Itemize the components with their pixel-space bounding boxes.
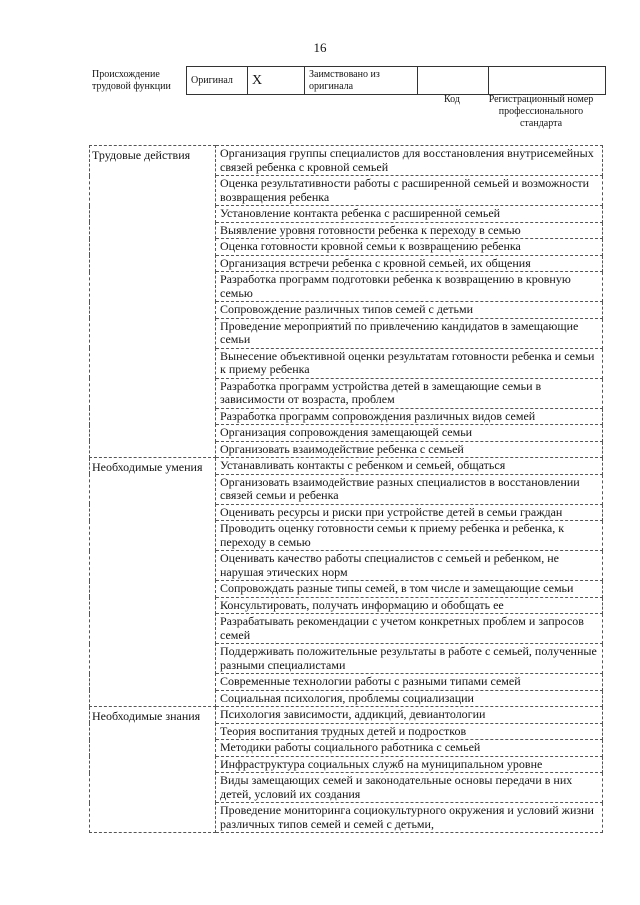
list-item: Разработка программ устройства детей в замещающие семьи в зависимости от возраста, проблем — [216, 378, 603, 408]
section-label: Трудовые действия — [90, 146, 216, 458]
borrowed-label: Заимствовано из оригинала — [305, 67, 418, 95]
labor-function-table — [89, 145, 603, 833]
list-item: Инфраструктура социальных служб на муниципальном уровне — [216, 756, 603, 773]
list-item: Сопровождать разные типы семей, в том числе и замещающие семьи — [216, 581, 603, 598]
list-item: Устанавливать контакты с ребенком и семьей, общаться — [216, 458, 603, 475]
section-label: Необходимые знания — [90, 707, 216, 833]
page-number: 16 — [313, 40, 327, 55]
table-row — [90, 707, 603, 724]
registration-label: Регистрационный номер профессионального стандарта — [488, 94, 594, 129]
list-item: Проводить оценку готовности семьи к приему ребенка и ребенка, к переходу в семью — [216, 521, 603, 551]
list-item: Вынесение объективной оценки результатам готовности ребенка и семьи к приему ребенка — [216, 348, 603, 378]
list-item: Поддерживать положительные результаты в работе с семьей, полученные разными специалистами — [216, 644, 603, 674]
list-item: Оценка результативности работы с расширенной семьей и возможности возвращения ребенка — [216, 176, 603, 206]
list-item: Установление контакта ребенка с расширенной семьей — [216, 206, 603, 223]
original-mark: X — [248, 67, 305, 95]
list-item: Теория воспитания трудных детей и подростков — [216, 723, 603, 740]
table-row — [90, 146, 603, 176]
list-item: Организация встречи ребенка с кровной семьей, их общения — [216, 255, 603, 272]
list-item: Методики работы социального работника с семьей — [216, 740, 603, 757]
table-row — [90, 458, 603, 475]
list-item: Проведение мониторинга социокультурного окружения и условий жизни различных типов семей и семей с детьми, — [216, 803, 603, 833]
list-item: Организовать взаимодействие разных специалистов в восстановлении связей семьи и ребенка — [216, 474, 603, 504]
list-item: Консультировать, получать информацию и обобщать ее — [216, 597, 603, 614]
list-item: Социальная психология, проблемы социализации — [216, 690, 603, 707]
list-item: Разрабатывать рекомендации с учетом конкретных проблем и запросов семей — [216, 614, 603, 644]
list-item: Современные технологии работы с разными типами семей — [216, 674, 603, 691]
list-item: Организация группы специалистов для восстановления внутрисемейных связей ребенка с кровной семьей — [216, 146, 603, 176]
list-item: Оценка готовности кровной семьи к возвращению ребенка — [216, 239, 603, 256]
function-origin-table — [90, 66, 606, 95]
list-item: Организовать взаимодействие ребенка с семьей — [216, 441, 603, 458]
list-item: Разработка программ подготовки ребенка к возвращению в кровную семью — [216, 272, 603, 302]
list-item: Психология зависимости, аддикций, девиантологии — [216, 707, 603, 724]
list-item: Выявление уровня готовности ребенка к переходу в семью — [216, 222, 603, 239]
origin-label: Происхождение трудовой функции — [92, 68, 171, 92]
section-label: Необходимые умения — [90, 458, 216, 707]
list-item: Виды замещающих семей и законодательные основы передачи в них детей, условий их создания — [216, 773, 603, 803]
list-item: Сопровождение различных типов семей с детьми — [216, 302, 603, 319]
list-item: Оценивать качество работы специалистов с семьей и ребенком, не нарушая этических норм — [216, 551, 603, 581]
original-label: Оригинал — [187, 67, 248, 95]
list-item: Проведение мероприятий по привлечению кандидатов в замещающие семьи — [216, 318, 603, 348]
list-item: Организация сопровождения замещающей семьи — [216, 425, 603, 442]
code-label: Код — [444, 94, 460, 105]
list-item: Разработка программ сопровождения различных видов семей — [216, 408, 603, 425]
list-item: Оценивать ресурсы и риски при устройстве детей в семьи граждан — [216, 504, 603, 521]
code-cell — [418, 67, 489, 95]
registration-cell — [489, 67, 606, 95]
